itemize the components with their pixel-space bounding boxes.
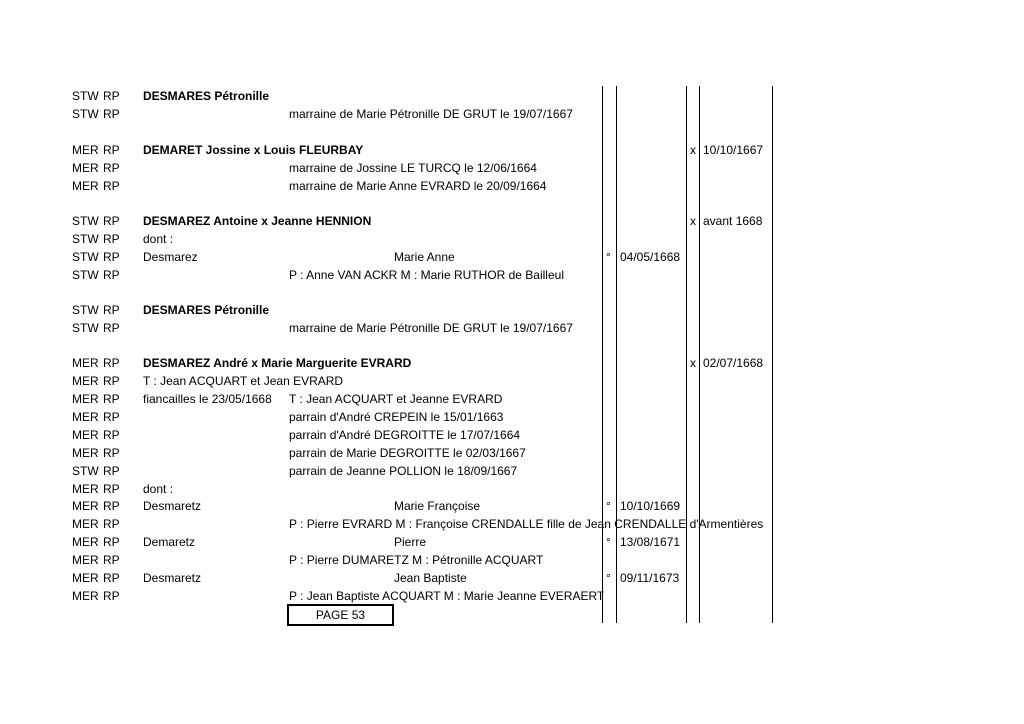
table-row	[0, 408, 1024, 426]
entry-detail: P : Jean Baptiste ACQUART M : Marie Jeanne EVERAERT	[289, 589, 605, 603]
table-row	[0, 372, 1024, 390]
register-code: RP	[103, 464, 120, 478]
entry-detail: parrain d'André DEGROITTE le 17/07/1664	[289, 428, 521, 442]
parish-code: MER	[72, 535, 99, 549]
table-row	[0, 587, 1024, 605]
table-row	[0, 515, 1024, 533]
child-first-name: Jean Baptiste	[394, 571, 467, 585]
parish-code: MER	[72, 517, 99, 531]
register-code: RP	[103, 410, 120, 424]
table-row	[0, 177, 1024, 195]
parish-code: STW	[72, 464, 99, 478]
entry-text: fiancailles le 23/05/1668	[143, 392, 272, 406]
baptism-mark: °	[606, 571, 611, 585]
parish-code: MER	[72, 392, 99, 406]
entry-detail: marraine de Jossine LE TURCQ le 12/06/1664	[289, 161, 537, 175]
baptism-date: 04/05/1668	[620, 250, 681, 264]
page-number: PAGE 53	[315, 608, 366, 622]
register-code: RP	[103, 499, 120, 513]
entry-text: Demaretz	[143, 535, 196, 549]
table-row	[0, 569, 1024, 587]
table-row	[0, 497, 1024, 515]
parish-code: MER	[72, 446, 99, 460]
register-code: RP	[103, 250, 120, 264]
register-code: RP	[103, 517, 120, 531]
table-row	[0, 248, 1024, 266]
parish-code: MER	[72, 571, 99, 585]
table-row	[0, 141, 1024, 159]
table-row	[0, 301, 1024, 319]
marriage-date: 02/07/1668	[703, 356, 764, 370]
parish-code: STW	[72, 214, 99, 228]
register-code: RP	[103, 321, 120, 335]
parish-code: MER	[72, 589, 99, 603]
table-row	[0, 390, 1024, 408]
baptism-mark: °	[606, 535, 611, 549]
table-row	[0, 105, 1024, 123]
register-code: RP	[103, 553, 120, 567]
entry-detail: P : Pierre EVRARD M : Françoise CRENDALLE fille de Jean CRENDALLE d'Armentières	[289, 517, 764, 531]
register-code: RP	[103, 571, 120, 585]
register-code: RP	[103, 214, 120, 228]
baptism-mark: °	[606, 499, 611, 513]
marriage-mark: x	[690, 143, 696, 157]
register-code: RP	[103, 589, 120, 603]
parish-code: STW	[72, 232, 99, 246]
register-code: RP	[103, 143, 120, 157]
entry-text: Desmaretz	[143, 571, 202, 585]
register-code: RP	[103, 303, 120, 317]
parish-code: MER	[72, 499, 99, 513]
parish-code: MER	[72, 374, 99, 388]
marriage-mark: x	[690, 214, 696, 228]
parish-code: STW	[72, 250, 99, 264]
marriage-date: avant 1668	[703, 214, 763, 228]
entry-detail: T : Jean ACQUART et Jeanne EVRARD	[289, 392, 503, 406]
register-code: RP	[103, 374, 120, 388]
entry-text: Desmaretz	[143, 499, 202, 513]
entry-detail: marraine de Marie Pétronille DE GRUT le 19/07/1667	[289, 321, 573, 335]
register-code: RP	[103, 107, 120, 121]
entry-detail: marraine de Marie Anne EVRARD le 20/09/1664	[289, 179, 547, 193]
parish-code: MER	[72, 553, 99, 567]
marriage-mark: x	[690, 356, 696, 370]
baptism-date: 10/10/1669	[620, 499, 681, 513]
register-code: RP	[103, 161, 120, 175]
table-row	[0, 354, 1024, 372]
register-code: RP	[103, 179, 120, 193]
child-first-name: Marie Françoise	[394, 499, 481, 513]
entry-text: dont :	[143, 232, 174, 246]
parish-code: STW	[72, 303, 99, 317]
entry-text: Desmarez	[143, 250, 198, 264]
register-code: RP	[103, 392, 120, 406]
parish-code: STW	[72, 268, 99, 282]
entry-detail: marraine de Marie Pétronille DE GRUT le 19/07/1667	[289, 107, 573, 121]
entry-detail: P : Pierre DUMARETZ M : Pétronille ACQUART	[289, 553, 544, 567]
register-code: RP	[103, 535, 120, 549]
register-code: RP	[103, 356, 120, 370]
parish-code: STW	[72, 89, 99, 103]
parish-code: MER	[72, 161, 99, 175]
table-row	[0, 426, 1024, 444]
child-first-name: Pierre	[394, 535, 427, 549]
parish-code: MER	[72, 482, 99, 496]
entry-text: DESMARES Pétronille	[143, 303, 270, 317]
marriage-date: 10/10/1667	[703, 143, 764, 157]
table-row	[0, 480, 1024, 498]
entry-text: dont :	[143, 482, 174, 496]
parish-code: MER	[72, 356, 99, 370]
register-code: RP	[103, 268, 120, 282]
baptism-date: 13/08/1671	[620, 535, 681, 549]
entry-detail: parrain d'André CREPEIN le 15/01/1663	[289, 410, 504, 424]
table-row	[0, 87, 1024, 105]
entry-detail: P : Anne VAN ACKR M : Marie RUTHOR de Bailleul	[289, 268, 564, 282]
table-row	[0, 230, 1024, 248]
register-code: RP	[103, 89, 120, 103]
entry-text: DESMAREZ André x Marie Marguerite EVRARD	[143, 356, 412, 370]
entry-detail: parrain de Marie DEGROITTE le 02/03/1667	[289, 446, 526, 460]
child-first-name: Marie Anne	[394, 250, 455, 264]
parish-code: STW	[72, 107, 99, 121]
parish-code: MER	[72, 428, 99, 442]
table-row	[0, 212, 1024, 230]
parish-code: MER	[72, 179, 99, 193]
entry-text: T : Jean ACQUART et Jean EVRARD	[143, 374, 344, 388]
register-code: RP	[103, 428, 120, 442]
baptism-mark: °	[606, 250, 611, 264]
table-row	[0, 159, 1024, 177]
page-number-box	[287, 604, 394, 626]
table-row	[0, 266, 1024, 284]
parish-code: STW	[72, 321, 99, 335]
register-code: RP	[103, 482, 120, 496]
register-code: RP	[103, 446, 120, 460]
parish-code: MER	[72, 410, 99, 424]
entry-detail: parrain de Jeanne POLLION le 18/09/1667	[289, 464, 518, 478]
table-row	[0, 462, 1024, 480]
entry-text: DESMARES Pétronille	[143, 89, 270, 103]
table-row	[0, 551, 1024, 569]
entry-text: DEMARET Jossine x Louis FLEURBAY	[143, 143, 364, 157]
parish-code: MER	[72, 143, 99, 157]
table-row	[0, 319, 1024, 337]
register-code: RP	[103, 232, 120, 246]
table-row	[0, 533, 1024, 551]
baptism-date: 09/11/1673	[620, 571, 680, 585]
entry-text: DESMAREZ Antoine x Jeanne HENNION	[143, 214, 372, 228]
table-row	[0, 444, 1024, 462]
